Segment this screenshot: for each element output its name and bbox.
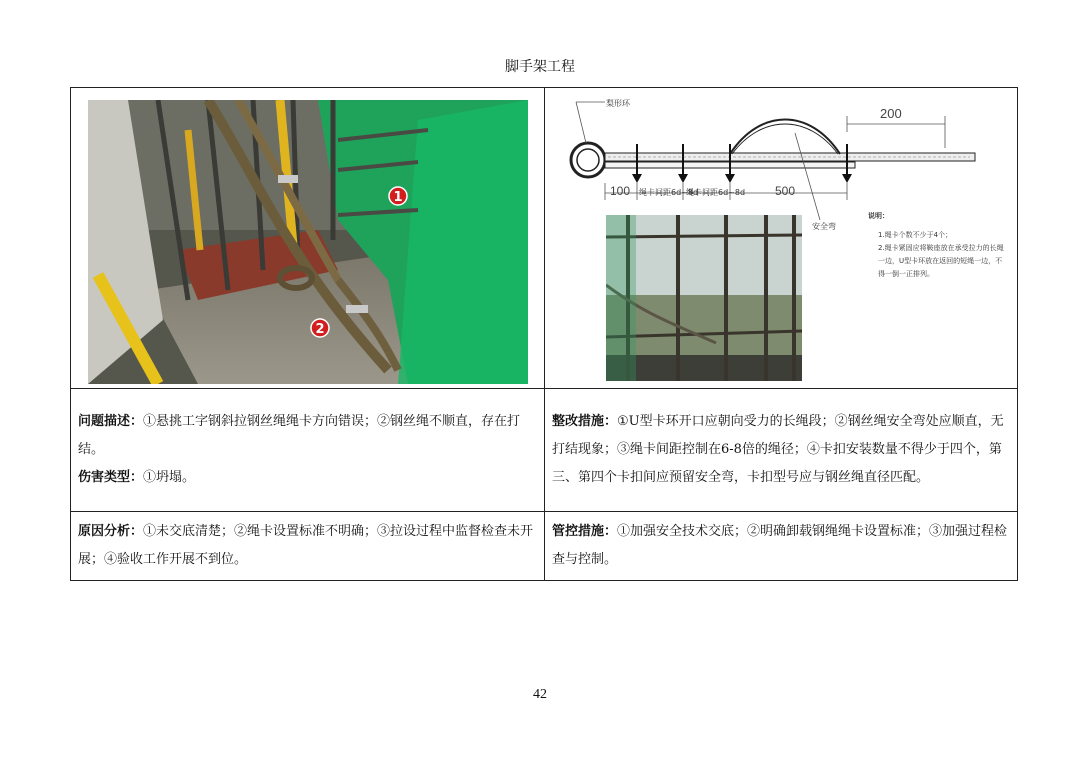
- ring-label: 梨形环: [606, 99, 630, 108]
- cause-text: ①未交底清楚；②绳卡设置标准不明确；③拉设过程中监督检查未开展；④验收工作开展不到位。: [78, 524, 534, 567]
- inspection-table: [70, 87, 1018, 581]
- note-title: 说明：: [868, 212, 889, 220]
- wire-clip-diagram: [550, 88, 1012, 388]
- problem-text: ①悬挑工字钢斜拉钢丝绳绳卡方向错误；②钢丝绳不顺直，存在打结。: [78, 414, 521, 457]
- inset-photo-illustration: [606, 215, 802, 381]
- site-photo-illustration: [88, 100, 528, 384]
- photo-cell: [71, 88, 545, 389]
- page-number: 42: [533, 687, 547, 702]
- control-text: ①加强安全技术交底；②明确卸载钢绳绳卡设置标准；③加强过程检查与控制。: [552, 524, 1008, 567]
- note-2: 2.绳卡紧固应将鞍座放在承受拉力的长绳一边，U型卡环放在返回的短绳一边，不得一倒一正排列。: [878, 244, 1004, 278]
- problem-label: 问题描述：: [78, 414, 144, 429]
- control-label: 管控措施：: [552, 524, 618, 539]
- note-1: 1.绳卡个数不少于4个；: [878, 231, 953, 239]
- page-header: 脚手架工程: [505, 59, 575, 75]
- fix-label: 整改措施：: [552, 414, 618, 429]
- harm-label: 伤害类型：: [78, 470, 144, 485]
- site-photo: [88, 100, 528, 384]
- spacing-label-1: 绳卡间距6d~8d: [639, 188, 699, 197]
- diagram-notes: [868, 210, 1008, 281]
- cause-label: 原因分析：: [78, 524, 144, 539]
- dim-100: 100: [610, 184, 631, 198]
- harm-text: ①坍塌。: [143, 470, 196, 485]
- control-cell: [545, 512, 1018, 581]
- problem-description: [78, 408, 537, 464]
- fix-text: ①U型卡环开口应朝向受力的长绳段；②钢丝绳安全弯处应顺直，无打结现象；③绳卡间距控制在6-8倍的绳径；④卡扣安装数量不得少于四个，第三、第四个卡扣间应预留安全弯，卡扣型号应与钢丝绳直径匹配。: [552, 414, 1004, 485]
- dim-200: 200: [880, 106, 902, 121]
- marker-1-label: 1: [392, 189, 403, 205]
- harm-type: [78, 464, 537, 492]
- safety-bend-label: 安全弯: [812, 222, 836, 231]
- spacing-label-2: 绳卡间距6d~8d: [686, 188, 746, 197]
- marker-2-label: 2: [314, 321, 325, 337]
- problem-cell: [71, 389, 545, 512]
- dim-500: 500: [775, 184, 796, 198]
- diagram-cell: [545, 88, 1018, 389]
- fix-cell: [545, 389, 1018, 512]
- cause-cell: [71, 512, 545, 581]
- inset-photo: [606, 215, 802, 381]
